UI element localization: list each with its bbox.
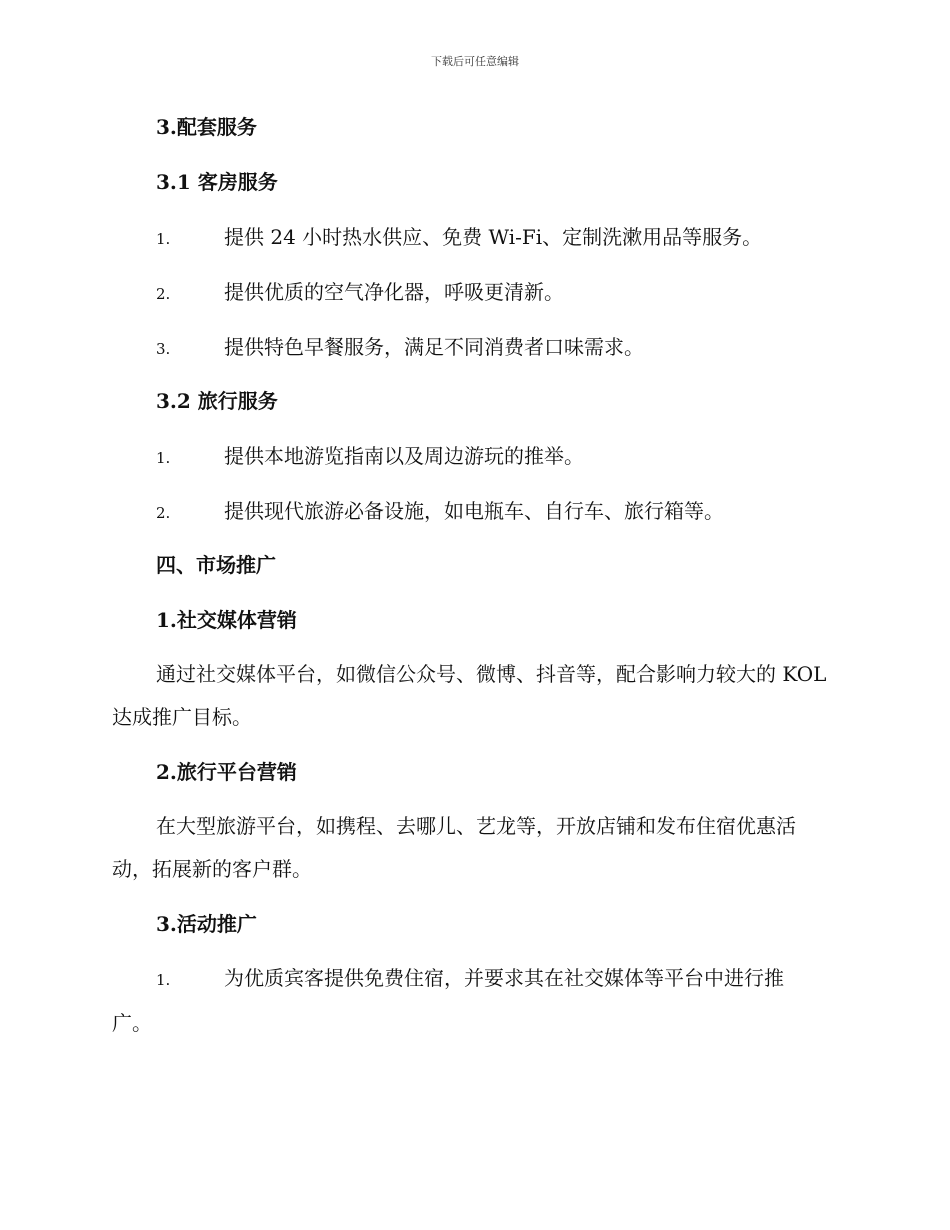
page-header-note: 下载后可任意编辑 (431, 55, 519, 68)
list-item (156, 333, 836, 363)
subsection-heading-travel-platform: 2.旅行平台营销 (156, 760, 297, 784)
list-item-text: 提供优质的空气净化器，呼吸更清新。 (224, 280, 564, 304)
list-number: 1. (156, 230, 171, 248)
list-item-text: 提供特色早餐服务，满足不同消费者口味需求。 (224, 335, 644, 359)
list-item-first-line (112, 957, 832, 1002)
paragraph-travel-platform: 在大型旅游平台，如携程、去哪儿、艺龙等，开放店铺和发布住宿优惠活动，拓展新的客户群。 (112, 814, 796, 881)
list-item (156, 278, 836, 308)
list-item-text: 提供现代旅游必备设施，如电瓶车、自行车、旅行箱等。 (224, 499, 724, 523)
list-item-text-continued: 广。 (112, 1011, 152, 1035)
list-item-text: 提供本地游览指南以及周边游玩的推举。 (224, 444, 584, 468)
list-item (156, 223, 836, 253)
section-heading-marketing: 四、市场推广 (156, 553, 276, 577)
list-item (156, 442, 836, 472)
list-number: 1. (156, 971, 171, 989)
list-number: 2. (156, 285, 171, 303)
list-number: 1. (156, 449, 171, 467)
list-number: 3. (156, 340, 171, 358)
subsection-heading-room-service: 3.1 客房服务 (156, 170, 278, 194)
section-heading-services: 3.配套服务 (156, 115, 257, 139)
paragraph-social-media: 通过社交媒体平台，如微信公众号、微博、抖音等，配合影响力较大的 KOL 达成推广目标。 (112, 662, 827, 729)
subsection-heading-event-promotion: 3.活动推广 (156, 912, 257, 936)
subsection-heading-travel-service: 3.2 旅行服务 (156, 389, 278, 413)
list-item-text: 为优质宾客提供免费住宿，并要求其在社交媒体等平台中进行推 (224, 966, 784, 990)
list-number: 2. (156, 504, 171, 522)
list-item (112, 957, 832, 1045)
list-item-text: 提供 24 小时热水供应、免费 Wi-Fi、定制洗漱用品等服务。 (224, 225, 763, 249)
subsection-heading-social-media: 1.社交媒体营销 (156, 608, 297, 632)
list-item (156, 497, 836, 527)
